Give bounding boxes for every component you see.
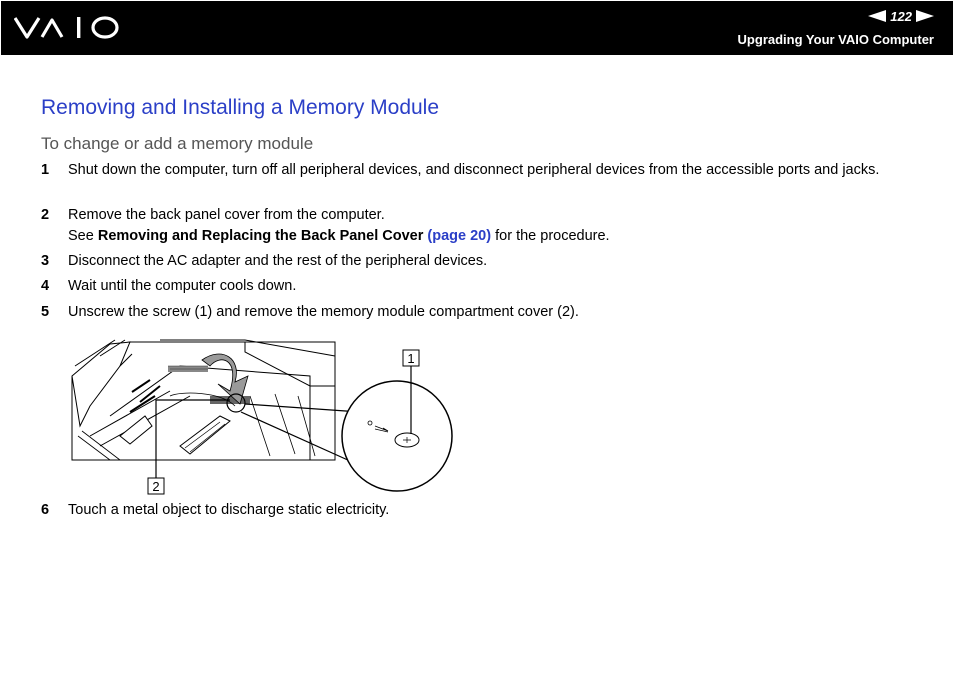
- step-number: 1: [41, 162, 50, 178]
- page-navigation: [868, 8, 934, 24]
- page-number: 122: [890, 8, 912, 24]
- step-text-line: Remove the back panel cover from the computer.: [68, 207, 385, 223]
- vaio-logo: [14, 15, 122, 46]
- section-title: Upgrading Your VAIO Computer: [737, 32, 934, 47]
- step-number: 5: [41, 304, 50, 320]
- step-number: 2: [41, 207, 50, 223]
- vaio-logo-icon: [14, 15, 122, 41]
- memory-compartment-illustration: [70, 336, 460, 501]
- reference-title: Removing and Replacing the Back Panel Cover: [97, 227, 424, 244]
- next-page-icon[interactable]: [916, 10, 934, 22]
- procedure-subtitle: To change or add a memory module: [41, 134, 314, 153]
- previous-page-icon[interactable]: [868, 10, 886, 22]
- page-header: [1, 1, 953, 55]
- page-title: Removing and Installing a Memory Module: [41, 96, 440, 119]
- step-number: 6: [41, 502, 50, 518]
- page-20-link[interactable]: (page 20): [427, 227, 492, 244]
- illustration-svg: [70, 336, 460, 496]
- step-number: 3: [41, 253, 50, 269]
- see-text: See: [68, 227, 98, 244]
- step-number: 4: [41, 278, 50, 294]
- after-link-text: for the procedure.: [491, 227, 610, 244]
- callout-1-label: 1: [407, 351, 415, 366]
- step-text: Wait until the computer cools down.: [68, 278, 297, 294]
- step-text: Touch a metal object to discharge static electricity.: [68, 502, 390, 518]
- step-text: Disconnect the AC adapter and the rest of the peripheral devices.: [68, 253, 488, 269]
- callout-2-label: 2: [152, 479, 160, 494]
- step-text: Shut down the computer, turn off all peripheral devices, and disconnect peripheral devices from the accessible ports and jacks.: [68, 162, 880, 178]
- step-text: Unscrew the screw (1) and remove the memory module compartment cover (2).: [68, 304, 579, 320]
- step-text: [68, 205, 918, 246]
